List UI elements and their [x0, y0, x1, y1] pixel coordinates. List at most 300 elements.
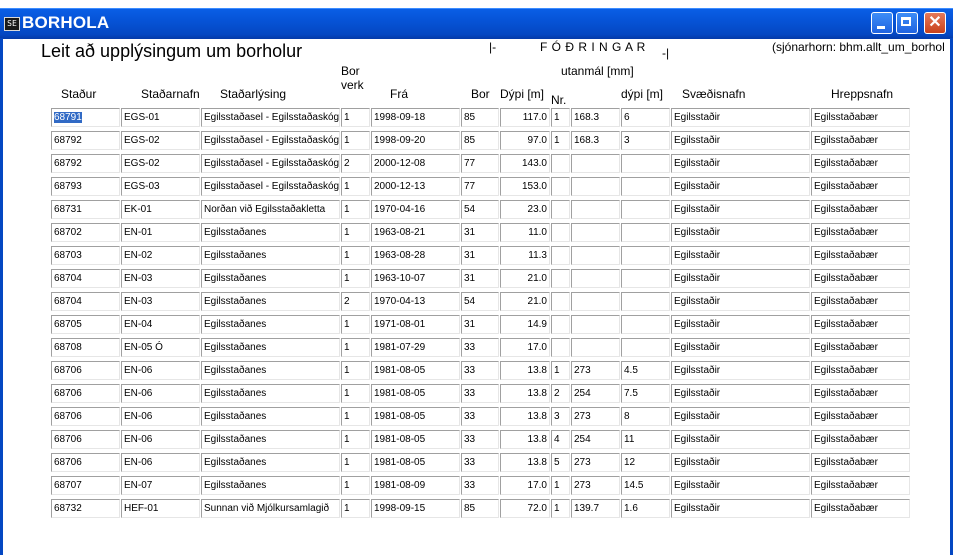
field-stadur-value: 68706	[54, 365, 82, 376]
field-nr[interactable]	[551, 292, 570, 311]
field-utanmal[interactable]	[571, 361, 620, 380]
page-heading: Leit að upplýsingum um borholur	[41, 41, 303, 61]
field-utanmal[interactable]	[571, 154, 620, 173]
field-nr[interactable]	[551, 476, 570, 495]
field-nr-value: 1	[554, 365, 560, 376]
field-utanmal[interactable]	[571, 384, 620, 403]
field-borverk[interactable]	[341, 315, 370, 334]
field-borverk-value: 2	[344, 158, 350, 169]
window-frame-left	[0, 38, 3, 555]
field-stadarnafn-value: EN-06	[124, 434, 153, 445]
field-hreppsnafn[interactable]	[811, 131, 910, 150]
field-nr[interactable]	[551, 223, 570, 242]
field-bor[interactable]	[461, 338, 499, 357]
field-nr-value: 5	[554, 457, 560, 468]
field-fod-dypi[interactable]	[621, 499, 670, 518]
field-fra[interactable]	[371, 177, 460, 196]
field-stadarnafn[interactable]	[121, 338, 200, 357]
field-fra[interactable]	[371, 361, 460, 380]
field-borverk-value: 1	[344, 135, 350, 146]
field-fod-dypi[interactable]	[621, 223, 670, 242]
close-icon: ✕	[928, 14, 942, 31]
field-stadarnafn[interactable]	[121, 453, 200, 472]
field-hreppsnafn[interactable]	[811, 154, 910, 173]
field-stadarnafn[interactable]	[121, 292, 200, 311]
field-dypi[interactable]	[500, 154, 550, 173]
field-borverk-value: 1	[344, 227, 350, 238]
field-stadur[interactable]	[51, 384, 120, 403]
field-stadarnafn-value: EN-06	[124, 365, 153, 376]
field-nr[interactable]	[551, 246, 570, 265]
field-fra[interactable]	[371, 292, 460, 311]
field-bor[interactable]	[461, 361, 499, 380]
field-fra[interactable]	[371, 223, 460, 242]
field-utanmal[interactable]	[571, 430, 620, 449]
field-fod-dypi[interactable]	[621, 407, 670, 426]
field-nr-value: 1	[554, 503, 560, 514]
field-fod-dypi[interactable]	[621, 292, 670, 311]
field-fod-dypi[interactable]	[621, 177, 670, 196]
field-nr[interactable]	[551, 108, 570, 127]
field-dypi[interactable]	[500, 453, 550, 472]
field-fra[interactable]	[371, 154, 460, 173]
field-fod-dypi[interactable]	[621, 430, 670, 449]
field-stadarlysing[interactable]	[201, 453, 340, 472]
field-dypi[interactable]	[500, 315, 550, 334]
field-bor-value: 33	[464, 434, 476, 445]
field-stadur-value: 68702	[54, 227, 82, 238]
field-bor[interactable]	[461, 246, 499, 265]
field-bor[interactable]	[461, 499, 499, 518]
field-fod-dypi[interactable]	[621, 476, 670, 495]
field-fra[interactable]	[371, 407, 460, 426]
field-borverk[interactable]	[341, 223, 370, 242]
field-stadarnafn-value: EN-05 Ó	[124, 342, 163, 353]
field-fra-value: 2000-12-08	[374, 158, 426, 169]
field-svaedisnafn[interactable]	[671, 476, 810, 495]
field-stadarnafn-value: EN-04	[124, 319, 153, 330]
field-hreppsnafn-value: Egilsstaðabær	[814, 158, 878, 169]
field-fra[interactable]	[371, 246, 460, 265]
field-hreppsnafn[interactable]	[811, 315, 910, 334]
col-header-svaedisnafn: Svæðisnafn	[682, 87, 746, 101]
field-hreppsnafn[interactable]	[811, 338, 910, 357]
field-stadur[interactable]	[51, 315, 120, 334]
field-hreppsnafn[interactable]	[811, 108, 910, 127]
field-stadur[interactable]	[51, 407, 120, 426]
field-bor[interactable]	[461, 384, 499, 403]
field-nr[interactable]	[551, 177, 570, 196]
col-header-borverk-top: Bor	[341, 64, 360, 78]
field-hreppsnafn-value: Egilsstaðabær	[814, 434, 878, 445]
field-stadur[interactable]	[51, 246, 120, 265]
field-bor-value: 33	[464, 457, 476, 468]
field-fod-dypi[interactable]	[621, 154, 670, 173]
field-stadarlysing[interactable]	[201, 154, 340, 173]
field-hreppsnafn-value: Egilsstaðabær	[814, 181, 878, 192]
field-dypi-value: 23.0	[527, 204, 547, 215]
field-utanmal[interactable]	[571, 292, 620, 311]
field-stadarnafn[interactable]	[121, 108, 200, 127]
field-borverk[interactable]	[341, 384, 370, 403]
field-hreppsnafn[interactable]	[811, 223, 910, 242]
field-svaedisnafn[interactable]	[671, 200, 810, 219]
field-dypi-value: 13.8	[527, 434, 547, 445]
field-stadur-value: 68706	[54, 457, 82, 468]
field-stadur[interactable]	[51, 338, 120, 357]
field-bor[interactable]	[461, 315, 499, 334]
field-stadarnafn[interactable]	[121, 177, 200, 196]
field-stadur[interactable]	[51, 177, 120, 196]
field-stadarnafn[interactable]	[121, 223, 200, 242]
field-utanmal[interactable]	[571, 315, 620, 334]
field-borverk-value: 1	[344, 204, 350, 215]
field-bor[interactable]	[461, 430, 499, 449]
field-hreppsnafn[interactable]	[811, 292, 910, 311]
field-bor[interactable]	[461, 476, 499, 495]
field-fra[interactable]	[371, 338, 460, 357]
field-svaedisnafn[interactable]	[671, 108, 810, 127]
field-svaedisnafn-value: Egilsstaðir	[674, 342, 721, 353]
field-fra[interactable]	[371, 131, 460, 150]
field-utanmal[interactable]	[571, 200, 620, 219]
field-borverk[interactable]	[341, 292, 370, 311]
field-stadarlysing[interactable]	[201, 177, 340, 196]
field-bor[interactable]	[461, 177, 499, 196]
field-utanmal[interactable]	[571, 108, 620, 127]
field-nr[interactable]	[551, 407, 570, 426]
field-borverk[interactable]	[341, 269, 370, 288]
field-fra-value: 1970-04-13	[374, 296, 426, 307]
field-hreppsnafn[interactable]	[811, 269, 910, 288]
field-dypi-value: 13.8	[527, 388, 547, 399]
field-fra-value: 2000-12-13	[374, 181, 426, 192]
field-hreppsnafn[interactable]	[811, 246, 910, 265]
field-stadarnafn-value: EGS-02	[124, 135, 160, 146]
field-fod-dypi[interactable]	[621, 384, 670, 403]
field-borverk[interactable]	[341, 499, 370, 518]
field-fra[interactable]	[371, 200, 460, 219]
field-stadarlysing-value: Egilsstaðasel - Egilsstaðaskóg	[204, 112, 340, 123]
field-nr-value: 1	[554, 480, 560, 491]
field-svaedisnafn-value: Egilsstaðir	[674, 158, 721, 169]
field-svaedisnafn[interactable]	[671, 131, 810, 150]
field-utanmal[interactable]	[571, 269, 620, 288]
field-stadarnafn[interactable]	[121, 384, 200, 403]
field-bor[interactable]	[461, 407, 499, 426]
field-hreppsnafn[interactable]	[811, 453, 910, 472]
field-dypi[interactable]	[500, 384, 550, 403]
field-stadur-value: 68703	[54, 250, 82, 261]
field-nr[interactable]	[551, 154, 570, 173]
field-stadarlysing[interactable]	[201, 384, 340, 403]
field-nr[interactable]	[551, 361, 570, 380]
field-borverk[interactable]	[341, 246, 370, 265]
field-utanmal[interactable]	[571, 407, 620, 426]
field-borverk[interactable]	[341, 430, 370, 449]
field-nr[interactable]	[551, 131, 570, 150]
field-nr[interactable]	[551, 499, 570, 518]
field-utanmal[interactable]	[571, 223, 620, 242]
field-bor[interactable]	[461, 269, 499, 288]
field-dypi[interactable]	[500, 131, 550, 150]
field-hreppsnafn[interactable]	[811, 177, 910, 196]
field-hreppsnafn[interactable]	[811, 200, 910, 219]
field-bor[interactable]	[461, 223, 499, 242]
field-fod-dypi[interactable]	[621, 246, 670, 265]
field-borverk-value: 1	[344, 434, 350, 445]
field-stadarlysing[interactable]	[201, 407, 340, 426]
field-dypi[interactable]	[500, 361, 550, 380]
field-stadur[interactable]	[51, 223, 120, 242]
field-fod-dypi-value: 8	[624, 411, 630, 422]
field-stadur[interactable]	[51, 269, 120, 288]
field-svaedisnafn[interactable]	[671, 246, 810, 265]
field-borverk[interactable]	[341, 476, 370, 495]
field-borverk-value: 2	[344, 296, 350, 307]
field-stadur[interactable]	[51, 108, 120, 127]
field-stadarnafn[interactable]	[121, 131, 200, 150]
field-stadarlysing-value: Egilsstaðasel - Egilsstaðaskóg	[204, 135, 340, 146]
field-fra-value: 1981-08-05	[374, 411, 426, 422]
field-stadarlysing-value: Egilsstaðanes	[204, 250, 267, 261]
field-svaedisnafn[interactable]	[671, 269, 810, 288]
field-nr[interactable]	[551, 453, 570, 472]
field-svaedisnafn[interactable]	[671, 430, 810, 449]
field-utanmal-value: 273	[574, 411, 591, 422]
field-dypi[interactable]	[500, 476, 550, 495]
field-stadarlysing[interactable]	[201, 315, 340, 334]
field-stadarlysing-value: Egilsstaðanes	[204, 227, 267, 238]
field-hreppsnafn[interactable]	[811, 407, 910, 426]
field-dypi[interactable]	[500, 246, 550, 265]
field-bor[interactable]	[461, 200, 499, 219]
field-nr-value: 2	[554, 388, 560, 399]
field-stadur[interactable]	[51, 131, 120, 150]
field-svaedisnafn-value: Egilsstaðir	[674, 296, 721, 307]
field-borverk[interactable]	[341, 361, 370, 380]
field-stadur[interactable]	[51, 499, 120, 518]
field-stadarlysing[interactable]	[201, 361, 340, 380]
field-stadarlysing[interactable]	[201, 269, 340, 288]
minimize-button[interactable]	[871, 12, 893, 34]
fodringar-bracket-right: -|	[662, 46, 670, 60]
field-stadur[interactable]	[51, 154, 120, 173]
field-svaedisnafn[interactable]	[671, 177, 810, 196]
field-hreppsnafn[interactable]	[811, 384, 910, 403]
field-svaedisnafn[interactable]	[671, 499, 810, 518]
field-svaedisnafn[interactable]	[671, 384, 810, 403]
field-dypi-value: 153.0	[521, 181, 547, 192]
field-fra[interactable]	[371, 476, 460, 495]
field-fod-dypi[interactable]	[621, 200, 670, 219]
field-stadur-value: 68708	[54, 342, 82, 353]
field-hreppsnafn-value: Egilsstaðabær	[814, 480, 878, 491]
field-svaedisnafn[interactable]	[671, 223, 810, 242]
field-borverk[interactable]	[341, 131, 370, 150]
field-dypi[interactable]	[500, 269, 550, 288]
field-stadarlysing[interactable]	[201, 292, 340, 311]
field-stadarnafn[interactable]	[121, 430, 200, 449]
field-stadur[interactable]	[51, 430, 120, 449]
field-nr[interactable]	[551, 200, 570, 219]
field-dypi[interactable]	[500, 430, 550, 449]
close-button[interactable]	[924, 12, 946, 34]
field-bor[interactable]	[461, 108, 499, 127]
field-stadarlysing-value: Egilsstaðasel - Egilsstaðaskóg	[204, 181, 340, 192]
field-utanmal[interactable]	[571, 246, 620, 265]
field-fod-dypi-value: 7.5	[624, 388, 638, 399]
field-stadur-value: 68792	[54, 158, 82, 169]
field-bor-value: 85	[464, 135, 476, 146]
field-borverk-value: 1	[344, 365, 350, 376]
field-fod-dypi[interactable]	[621, 453, 670, 472]
field-borverk[interactable]	[341, 200, 370, 219]
field-svaedisnafn[interactable]	[671, 407, 810, 426]
field-fod-dypi[interactable]	[621, 108, 670, 127]
field-stadarnafn[interactable]	[121, 269, 200, 288]
field-dypi[interactable]	[500, 407, 550, 426]
field-utanmal[interactable]	[571, 499, 620, 518]
field-fod-dypi[interactable]	[621, 361, 670, 380]
field-fod-dypi[interactable]	[621, 269, 670, 288]
field-stadarlysing[interactable]	[201, 338, 340, 357]
field-borverk[interactable]	[341, 338, 370, 357]
field-stadur[interactable]	[51, 200, 120, 219]
field-nr[interactable]	[551, 430, 570, 449]
field-stadur[interactable]	[51, 361, 120, 380]
field-svaedisnafn[interactable]	[671, 154, 810, 173]
fodringar-label: F Ó Ð R I N G A R	[540, 40, 646, 54]
utanmal-label: utanmál [mm]	[561, 64, 634, 78]
field-dypi[interactable]	[500, 292, 550, 311]
field-stadarnafn[interactable]	[121, 154, 200, 173]
field-utanmal-value: 273	[574, 480, 591, 491]
field-nr[interactable]	[551, 269, 570, 288]
field-stadarnafn[interactable]	[121, 476, 200, 495]
field-stadur-value: 68705	[54, 319, 82, 330]
field-borverk[interactable]	[341, 108, 370, 127]
field-dypi[interactable]	[500, 338, 550, 357]
field-svaedisnafn[interactable]	[671, 315, 810, 334]
field-utanmal[interactable]	[571, 131, 620, 150]
field-fod-dypi[interactable]	[621, 131, 670, 150]
field-stadarnafn[interactable]	[121, 361, 200, 380]
field-fra[interactable]	[371, 453, 460, 472]
col-header-fra: Frá	[390, 87, 408, 101]
field-stadur[interactable]	[51, 453, 120, 472]
field-dypi[interactable]	[500, 200, 550, 219]
field-stadarlysing[interactable]	[201, 499, 340, 518]
field-borverk-value: 1	[344, 388, 350, 399]
field-stadarlysing[interactable]	[201, 131, 340, 150]
field-dypi[interactable]	[500, 177, 550, 196]
field-stadur[interactable]	[51, 292, 120, 311]
field-stadarnafn[interactable]	[121, 407, 200, 426]
field-hreppsnafn[interactable]	[811, 476, 910, 495]
field-utanmal[interactable]	[571, 177, 620, 196]
field-svaedisnafn-value: Egilsstaðir	[674, 457, 721, 468]
col-header-borverk-bottom: verk	[341, 78, 364, 92]
title-bar[interactable]	[0, 8, 953, 39]
field-stadarnafn-value: EN-07	[124, 480, 153, 491]
field-dypi-value: 143.0	[521, 158, 547, 169]
field-stadarnafn[interactable]	[121, 315, 200, 334]
field-svaedisnafn-value: Egilsstaðir	[674, 434, 721, 445]
field-fod-dypi[interactable]	[621, 315, 670, 334]
field-utanmal[interactable]	[571, 476, 620, 495]
field-utanmal-value: 254	[574, 388, 591, 399]
field-borverk[interactable]	[341, 407, 370, 426]
field-stadarlysing[interactable]	[201, 246, 340, 265]
field-stadarlysing[interactable]	[201, 200, 340, 219]
field-stadarlysing[interactable]	[201, 476, 340, 495]
field-stadarlysing[interactable]	[201, 223, 340, 242]
field-hreppsnafn[interactable]	[811, 361, 910, 380]
field-utanmal-value: 273	[574, 457, 591, 468]
field-svaedisnafn[interactable]	[671, 292, 810, 311]
field-bor[interactable]	[461, 453, 499, 472]
field-stadarlysing-value: Egilsstaðanes	[204, 342, 267, 353]
field-borverk[interactable]	[341, 177, 370, 196]
field-stadarnafn[interactable]	[121, 246, 200, 265]
field-svaedisnafn[interactable]	[671, 361, 810, 380]
field-bor-value: 33	[464, 388, 476, 399]
field-fra[interactable]	[371, 384, 460, 403]
field-hreppsnafn-value: Egilsstaðabær	[814, 204, 878, 215]
field-bor[interactable]	[461, 154, 499, 173]
field-stadarnafn[interactable]	[121, 499, 200, 518]
field-borverk[interactable]	[341, 154, 370, 173]
field-dypi[interactable]	[500, 223, 550, 242]
field-nr[interactable]	[551, 384, 570, 403]
field-fra[interactable]	[371, 269, 460, 288]
field-utanmal[interactable]	[571, 338, 620, 357]
field-bor-value: 31	[464, 273, 476, 284]
field-bor[interactable]	[461, 131, 499, 150]
field-hreppsnafn[interactable]	[811, 430, 910, 449]
field-borverk[interactable]	[341, 453, 370, 472]
field-stadarnafn[interactable]	[121, 200, 200, 219]
field-utanmal[interactable]	[571, 453, 620, 472]
field-fra[interactable]	[371, 430, 460, 449]
field-nr[interactable]	[551, 338, 570, 357]
field-fra[interactable]	[371, 499, 460, 518]
form-app-icon[interactable]: SE	[4, 17, 20, 31]
field-hreppsnafn-value: Egilsstaðabær	[814, 503, 878, 514]
field-dypi-value: 117.0	[522, 112, 547, 123]
field-utanmal-value: 168.3	[574, 135, 600, 146]
field-bor-value: 85	[464, 112, 476, 123]
field-fra[interactable]	[371, 108, 460, 127]
field-stadarlysing[interactable]	[201, 430, 340, 449]
field-dypi[interactable]	[500, 108, 550, 127]
field-stadur-value: 68792	[54, 135, 82, 146]
field-fod-dypi[interactable]	[621, 338, 670, 357]
field-nr[interactable]	[551, 315, 570, 334]
field-stadarlysing[interactable]	[201, 108, 340, 127]
field-svaedisnafn[interactable]	[671, 338, 810, 357]
field-svaedisnafn[interactable]	[671, 453, 810, 472]
maximize-button[interactable]	[896, 12, 918, 34]
field-fra[interactable]	[371, 315, 460, 334]
field-bor[interactable]	[461, 292, 499, 311]
field-stadur[interactable]	[51, 476, 120, 495]
field-hreppsnafn[interactable]	[811, 499, 910, 518]
field-stadarnafn-value: EGS-03	[124, 181, 160, 192]
field-dypi-value: 21.0	[527, 273, 547, 284]
field-dypi[interactable]	[500, 499, 550, 518]
